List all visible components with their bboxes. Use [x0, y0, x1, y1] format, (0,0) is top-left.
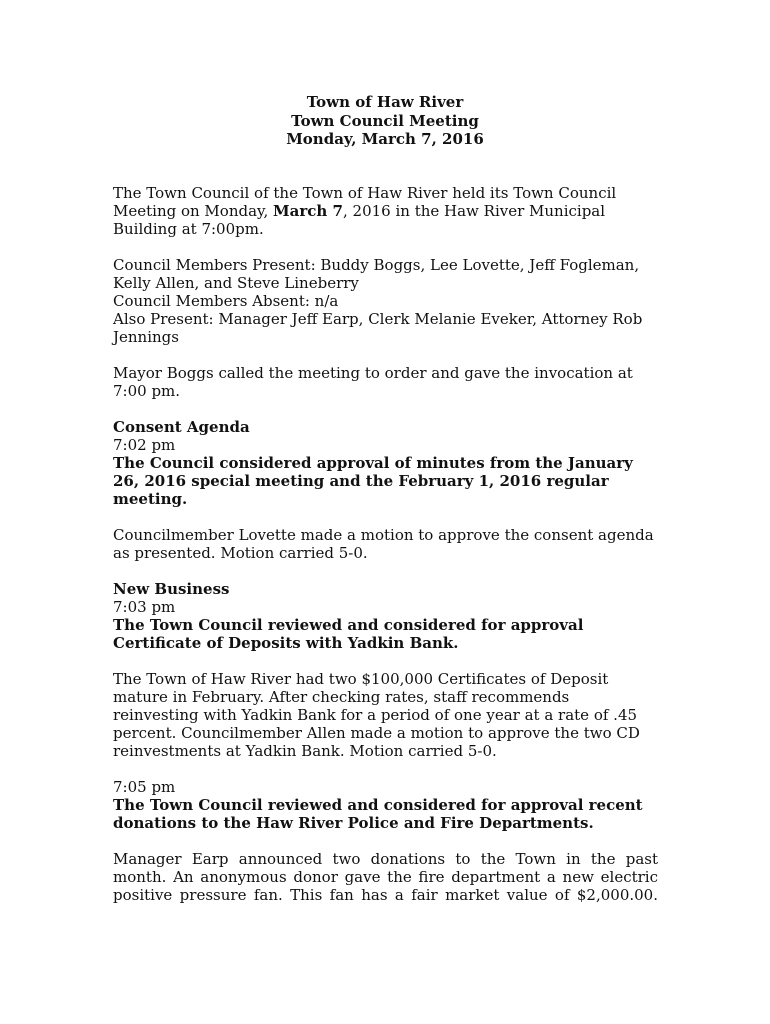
consent-agenda-item: The Council considered approval of minutes from the January 26, 2016 special meeting and the February 1, 2016 regular meeting. [113, 454, 633, 508]
document-body [113, 184, 658, 904]
consent-agenda-time: 7:02 pm [113, 436, 176, 454]
new-business-item1-title: The Town Council reviewed and considered for approval Certificate of Deposits with Yadkin Bank. [113, 616, 584, 652]
header-meeting-date: Monday, March 7, 2016 [286, 130, 484, 148]
consent-agenda-heading: Consent Agenda [113, 418, 250, 436]
also-present: Also Present: Manager Jeff Earp, Clerk Melanie Eveker, Attorney Rob Jennings [113, 310, 643, 346]
new-business-item2 [113, 778, 658, 832]
header-meeting-type: Town Council Meeting [291, 111, 479, 130]
members-present: Council Members Present: Buddy Boggs, Lee Lovette, Jeff Fogleman, Kelly Allen, and Steve Lineberry [113, 256, 640, 292]
document-header [0, 93, 770, 149]
intro-text-end: , 2016 in the Haw River Municipal Building at 7:00pm. [113, 202, 606, 238]
new-business-item2-title: The Town Council reviewed and considered for approval recent donations to the Haw River Police and Fire Departments. [113, 796, 643, 832]
new-business-section [113, 580, 658, 652]
header-town-name: Town of Haw River [306, 93, 464, 111]
members-absent: Council Members Absent: n/a [113, 292, 339, 310]
intro-paragraph [113, 184, 658, 238]
attendance-block [113, 256, 658, 346]
call-to-order: Mayor Boggs called the meeting to order and gave the invocation at 7:00 pm. [113, 364, 633, 400]
new-business-item2-time: 7:05 pm [113, 778, 176, 796]
consent-agenda-section [113, 418, 658, 508]
intro-text-start: The Town Council of the Town of Haw River held its Town Council Meeting on Monday, [113, 184, 617, 220]
item2-text-line: Manager Earp announced two donations to the Town in the past [113, 850, 658, 868]
intro-date-bold: March 7 [273, 202, 343, 220]
consent-agenda-motion: Councilmember Lovette made a motion to approve the consent agenda as presented. Motion carried 5-0. [113, 526, 654, 562]
item2-text-line: positive pressure fan. This fan has a fair market value of $2,000.00. [113, 886, 658, 904]
new-business-item1-time: 7:03 pm [113, 598, 176, 616]
new-business-item1-text: The Town of Haw River had two $100,000 Certificates of Deposit mature in February. After checking rates, staff recommends reinvesting with Yadkin Bank for a period of one year at a rate of .45 percent. Councilmember Allen made a motion to approve the two CD reinvestments at Yadkin Bank. Motion carried 5-0. [113, 670, 640, 760]
new-business-item2-text [113, 850, 658, 904]
new-business-heading: New Business [113, 580, 230, 598]
item2-text-line: month. An anonymous donor gave the fire department a new electric [113, 868, 658, 886]
